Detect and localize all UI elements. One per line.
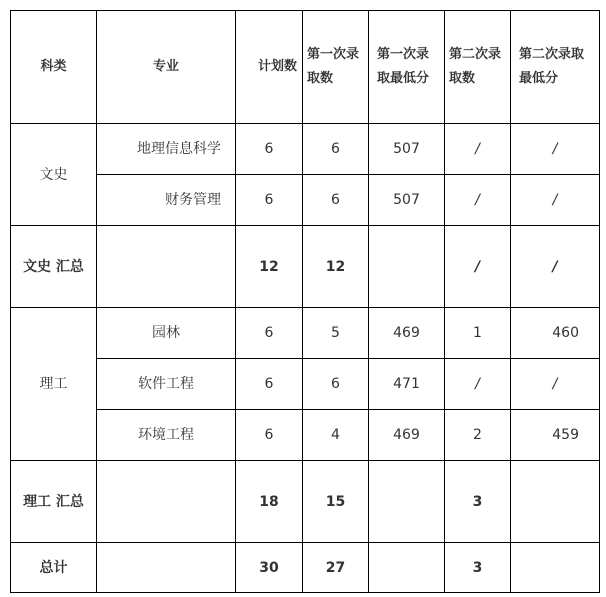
second-min-cell: / bbox=[511, 359, 600, 410]
summary-row-ligong bbox=[11, 461, 600, 543]
summary-label: 理工 汇总 bbox=[11, 461, 97, 543]
major-cell: 地理信息科学 bbox=[97, 124, 236, 175]
plan-cell: 6 bbox=[236, 359, 303, 410]
first-admit-cell: 6 bbox=[303, 175, 369, 226]
major-cell: 环境工程 bbox=[97, 410, 236, 461]
summary-first-min bbox=[369, 226, 445, 308]
plan-cell: 6 bbox=[236, 124, 303, 175]
second-min-cell: 459 bbox=[511, 410, 600, 461]
table-row bbox=[11, 359, 600, 410]
header-plan: 计划数 bbox=[236, 11, 303, 124]
major-cell: 软件工程 bbox=[97, 359, 236, 410]
admission-table bbox=[10, 10, 600, 593]
header-second-admit: 第二次录取数 bbox=[445, 11, 511, 124]
first-admit-cell: 6 bbox=[303, 359, 369, 410]
summary-row-wenshi bbox=[11, 226, 600, 308]
table-row bbox=[11, 124, 600, 175]
second-admit-cell: 1 bbox=[445, 308, 511, 359]
summary-label: 文史 汇总 bbox=[11, 226, 97, 308]
second-admit-cell: / bbox=[445, 359, 511, 410]
first-admit-cell: 6 bbox=[303, 124, 369, 175]
summary-first-min bbox=[369, 461, 445, 543]
total-first-admit: 27 bbox=[303, 543, 369, 593]
total-second-min bbox=[511, 543, 600, 593]
first-min-cell: 507 bbox=[369, 175, 445, 226]
first-min-cell: 471 bbox=[369, 359, 445, 410]
total-plan: 30 bbox=[236, 543, 303, 593]
summary-second-admit: 3 bbox=[445, 461, 511, 543]
total-first-min bbox=[369, 543, 445, 593]
total-major-empty bbox=[97, 543, 236, 593]
total-label: 总计 bbox=[11, 543, 97, 593]
summary-major-empty bbox=[97, 461, 236, 543]
second-admit-cell: / bbox=[445, 124, 511, 175]
header-first-admit: 第一次录取数 bbox=[303, 11, 369, 124]
major-cell: 财务管理 bbox=[97, 175, 236, 226]
table-row bbox=[11, 175, 600, 226]
summary-second-min: / bbox=[511, 226, 600, 308]
first-admit-cell: 4 bbox=[303, 410, 369, 461]
plan-cell: 6 bbox=[236, 410, 303, 461]
summary-plan: 12 bbox=[236, 226, 303, 308]
summary-first-admit: 15 bbox=[303, 461, 369, 543]
header-category: 科类 bbox=[11, 11, 97, 124]
second-min-cell: / bbox=[511, 124, 600, 175]
total-row bbox=[11, 543, 600, 593]
second-admit-cell: 2 bbox=[445, 410, 511, 461]
summary-second-admit: / bbox=[445, 226, 511, 308]
first-min-cell: 469 bbox=[369, 308, 445, 359]
first-min-cell: 469 bbox=[369, 410, 445, 461]
second-admit-cell: / bbox=[445, 175, 511, 226]
plan-cell: 6 bbox=[236, 175, 303, 226]
first-admit-cell: 5 bbox=[303, 308, 369, 359]
table-row bbox=[11, 410, 600, 461]
summary-plan: 18 bbox=[236, 461, 303, 543]
header-second-min: 第二次录取最低分 bbox=[511, 11, 600, 124]
total-second-admit: 3 bbox=[445, 543, 511, 593]
table-row bbox=[11, 308, 600, 359]
category-wenshi: 文史 bbox=[11, 124, 97, 226]
summary-first-admit: 12 bbox=[303, 226, 369, 308]
second-min-cell: / bbox=[511, 175, 600, 226]
plan-cell: 6 bbox=[236, 308, 303, 359]
first-min-cell: 507 bbox=[369, 124, 445, 175]
header-row bbox=[11, 11, 600, 124]
category-ligong: 理工 bbox=[11, 308, 97, 461]
major-cell: 园林 bbox=[97, 308, 236, 359]
summary-major-empty bbox=[97, 226, 236, 308]
summary-second-min bbox=[511, 461, 600, 543]
header-first-min: 第一次录取最低分 bbox=[369, 11, 445, 124]
header-major: 专业 bbox=[97, 11, 236, 124]
second-min-cell: 460 bbox=[511, 308, 600, 359]
